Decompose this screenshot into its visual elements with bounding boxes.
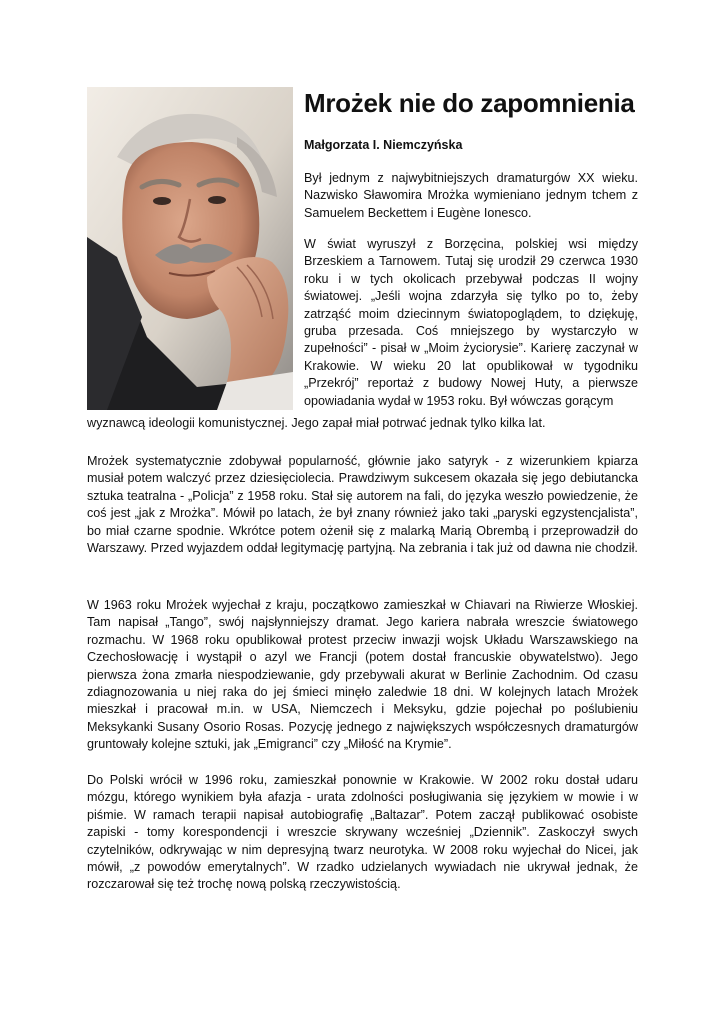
article-title: Mrożek nie do zapomnienia <box>304 88 635 118</box>
paragraph-emigration: W 1963 roku Mrożek wyjechał z kraju, początkowo zamieszkał w Chiavari na Riwierze Włoskiej. Tam napisał „Tango”, swój najsłynniejszy dramat. Jego kariera nabrała wreszcie światowego rozmachu. W 1968 roku opublikował protest przeciw inwazji wojsk Układu Warszawskiego na Czechosłowację i wystąpił o azyl we Francji (potem dostał francuskie obywatelstwo). Jego pierwsza żona zmarła niespodziewanie, gdy przebywali akurat w Berlinie Zachodnim. Od czasu zdiagnozowania u niej raka do jej śmieci minęło zaledwie 18 dni. W kolejnych latach Mrożek mieszkał i pracował m.in. w USA, Niemczech i Meksyku, gdzie pojechał po poślubieniu Meksykanki Susany Osorio Rosas. Pozycję jednego z największych współczesnych dramaturgów gruntowały kolejne sztuki, jak „Emigranci” czy „Miłość na Krymie”. <box>87 598 638 752</box>
author-portrait-photo <box>87 87 293 410</box>
article-lead: Był jednym z najwybitniejszych dramaturgów XX wieku. Nazwisko Sławomira Mrożka wymieniano jednym tchem z Samuelem Beckettem i Eugène Ionesco. <box>304 171 638 220</box>
paragraph-world: W świat wyruszył z Borzęcina, polskiej wsi między Brzeskiem a Tarnowem. Tutaj się urodził 29 czerwca 1930 roku i w tych okolicach przebywał podczas II wojny światowej. „Jeśli wojna zdarzyła się tylko po to, żeby zatrząść moim dziecinnym światopoglądem, to dziękuję, gruba przesada. Coś mniejszego by wystarczyło w zupełności” - pisał w „Moim życiorysie”. Karierę zaczynał w Krakowie. W wieku 20 lat opublikował w tygodniku „Przekrój” reportaż z budowy Nowej Huty, a pierwsze opowiadania wydał w 1953 roku. Był wówczas gorącym <box>304 237 638 408</box>
portrait-illustration <box>87 87 293 410</box>
paragraph-return: Do Polski wrócił w 1996 roku, zamieszkał ponownie w Krakowie. W 2002 roku dostał udaru mózgu, którego wynikiem była afazja - urata zdolności posługiwania się językiem w mowie i w piśmie. W ramach terapii napisał autobiografię „Baltazar”. Potem zaczął publikować osobiste zapiski - tomy korespondencji i wreszcie skrywany wcześniej „Dziennik”. Zaskoczył swych czytelników, odkrywając w nim depresyjną twarz neurotyka. W 2008 roku wyjechał do Nicei, jak mówił, „z powodów emerytalnych”. W rzadko udzielanych wywiadach nie ukrywał jednak, że rozczarował się też trochę nową polską rzeczywistością. <box>87 773 638 892</box>
paragraph-popularity: Mrożek systematycznie zdobywał popularność, głównie jako satyryk - z wizerunkiem kpiarza musiał potem walczyć przez dziesięciolecia. Prawdziwym sukcesem okazała się jego debiutancka sztuka teatralna - „Policja” z 1958 roku. Stał się autorem na fali, do języka weszło powiedzenie, że coś jest „jak z Mrożka”. Mówił po latach, że był znany również jako taki „paryski egzystencjalista”, bo miał czarne spodnie. Wkrótce potem ożenił się z malarką Marią Obrembą i przeprowadził do Warszawy. Przed wyjazdem oddał legitymację partyjną. Na zebrania i tak już od dawna nie chodził. <box>87 454 638 556</box>
article-author: Małgorzata I. Niemczyńska <box>304 138 463 152</box>
paragraph-world-continuation: wyznawcą ideologii komunistycznej. Jego zapał miał potrwać jednak tylko kilka lat. <box>87 416 546 430</box>
